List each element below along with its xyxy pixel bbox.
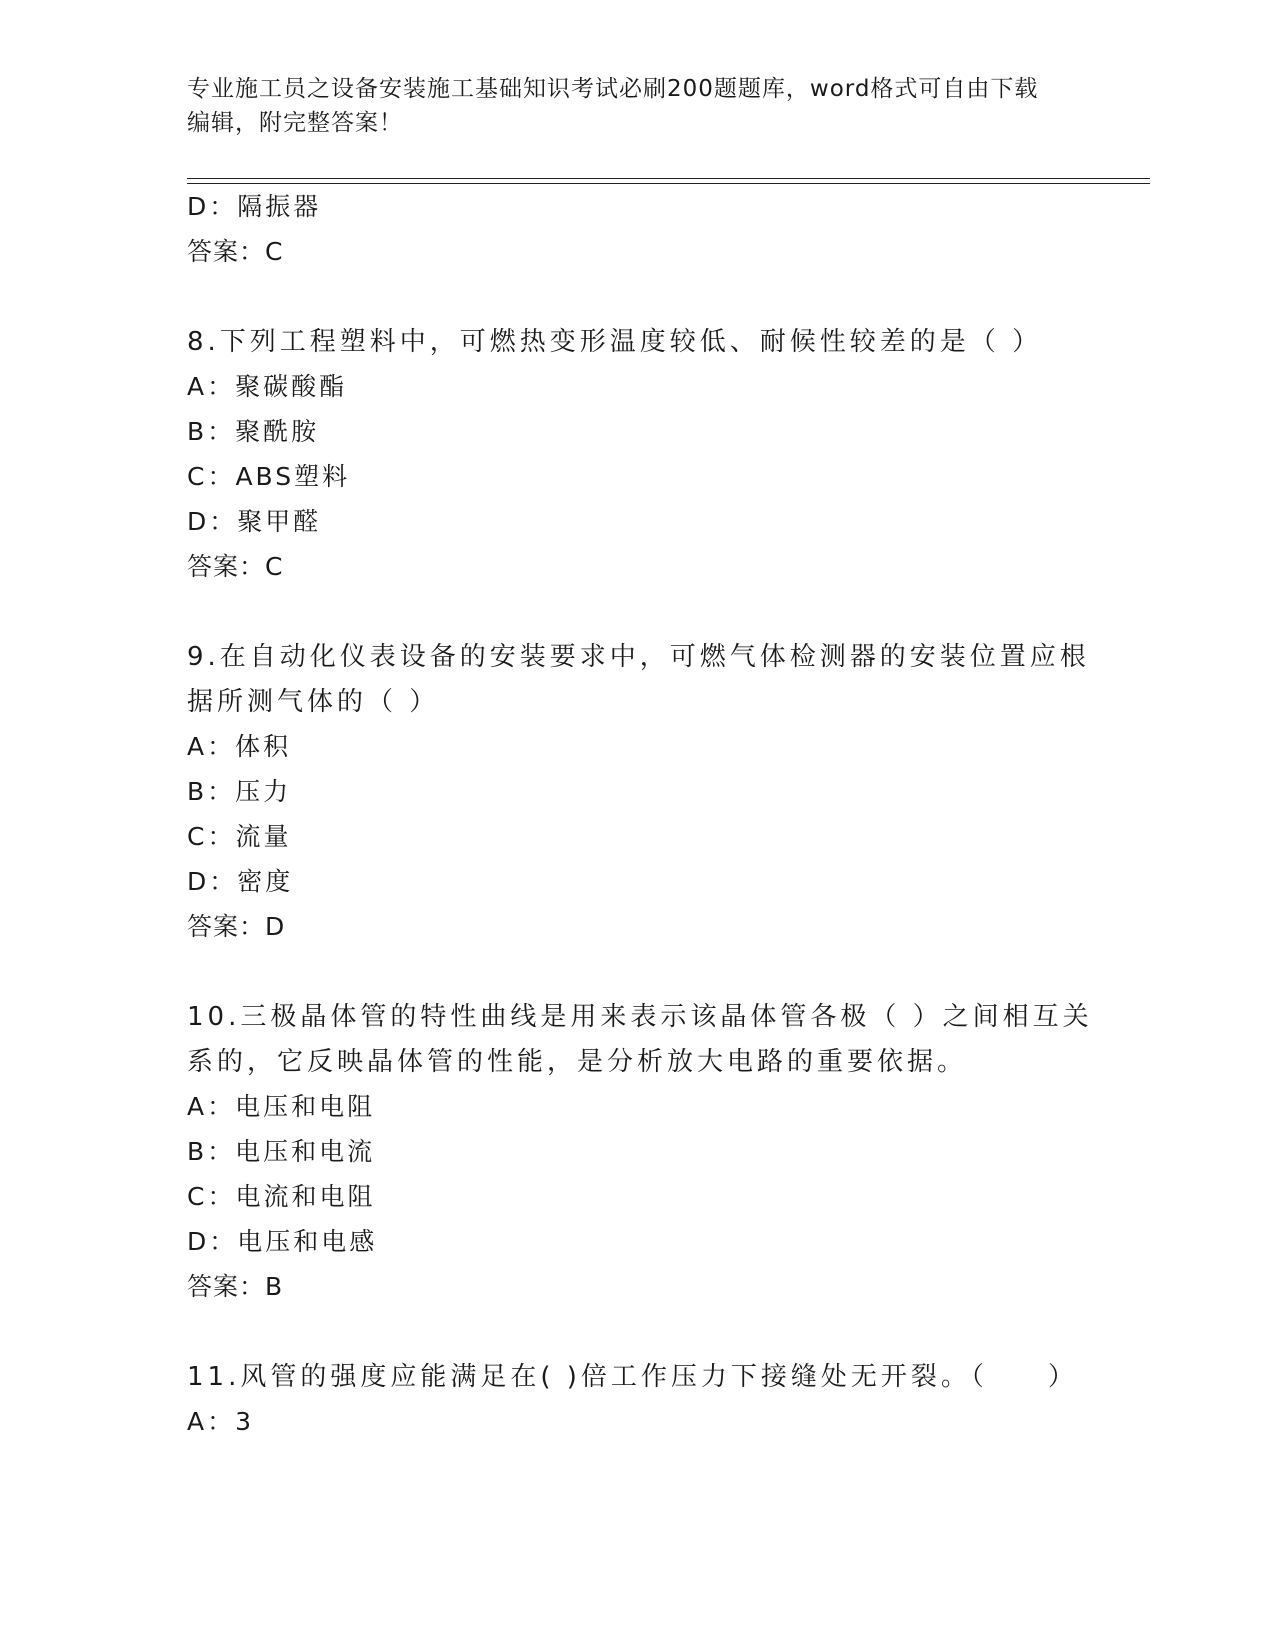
- q9-option-c: C：流量: [187, 822, 292, 851]
- q10-option-c: C：电流和电阻: [187, 1182, 376, 1211]
- q8-option-c: C：ABS塑料: [187, 462, 351, 491]
- q9-stem-line-1: 9.在自动化仪表设备的安装要求中，可燃气体检测器的安装位置应根: [187, 642, 1090, 672]
- q10-option-a: A：电压和电阻: [187, 1092, 376, 1121]
- header-divider-top: [187, 178, 1150, 179]
- q10-answer: 答案：B: [187, 1272, 284, 1301]
- header-line-1: 专业施工员之设备安装施工基础知识考试必刷200题题库，word格式可自由下载: [187, 76, 1039, 102]
- q9-option-d: D：密度: [187, 867, 294, 896]
- q9-option-a: A：体积: [187, 732, 292, 761]
- q10-option-d: D：电压和电感: [187, 1227, 378, 1256]
- q9-option-b: B：压力: [187, 777, 292, 806]
- q8-option-d: D：聚甲醛: [187, 507, 322, 536]
- q10-option-b: B：电压和电流: [187, 1137, 376, 1166]
- q8-answer: 答案：C: [187, 552, 284, 581]
- q11-option-a: A：3: [187, 1407, 255, 1436]
- q11-stem: 11.风管的强度应能满足在( )倍工作压力下接缝处无开裂。（ ）: [187, 1362, 1078, 1392]
- prev-answer: 答案：C: [187, 237, 284, 266]
- q8-option-b: B：聚酰胺: [187, 417, 320, 446]
- q10-stem-line-1: 10.三极晶体管的特性曲线是用来表示该晶体管各极（ ）之间相互关: [187, 1002, 1093, 1032]
- document-header: [187, 72, 1087, 140]
- prev-option-d: D：隔振器: [187, 192, 322, 221]
- q9-answer: 答案：D: [187, 912, 286, 941]
- q8-stem: 8.下列工程塑料中，可燃热变形温度较低、耐候性较差的是（ ）: [187, 327, 1043, 357]
- q10-stem-line-2: 系的，它反映晶体管的性能，是分析放大电路的重要依据。: [187, 1047, 968, 1077]
- header-divider-bottom: [187, 183, 1150, 184]
- header-line-2: 编辑，附完整答案！: [187, 110, 403, 136]
- q9-stem-line-2: 据所测气体的（ ）: [187, 687, 440, 717]
- q8-option-a: A：聚碳酸酯: [187, 372, 348, 401]
